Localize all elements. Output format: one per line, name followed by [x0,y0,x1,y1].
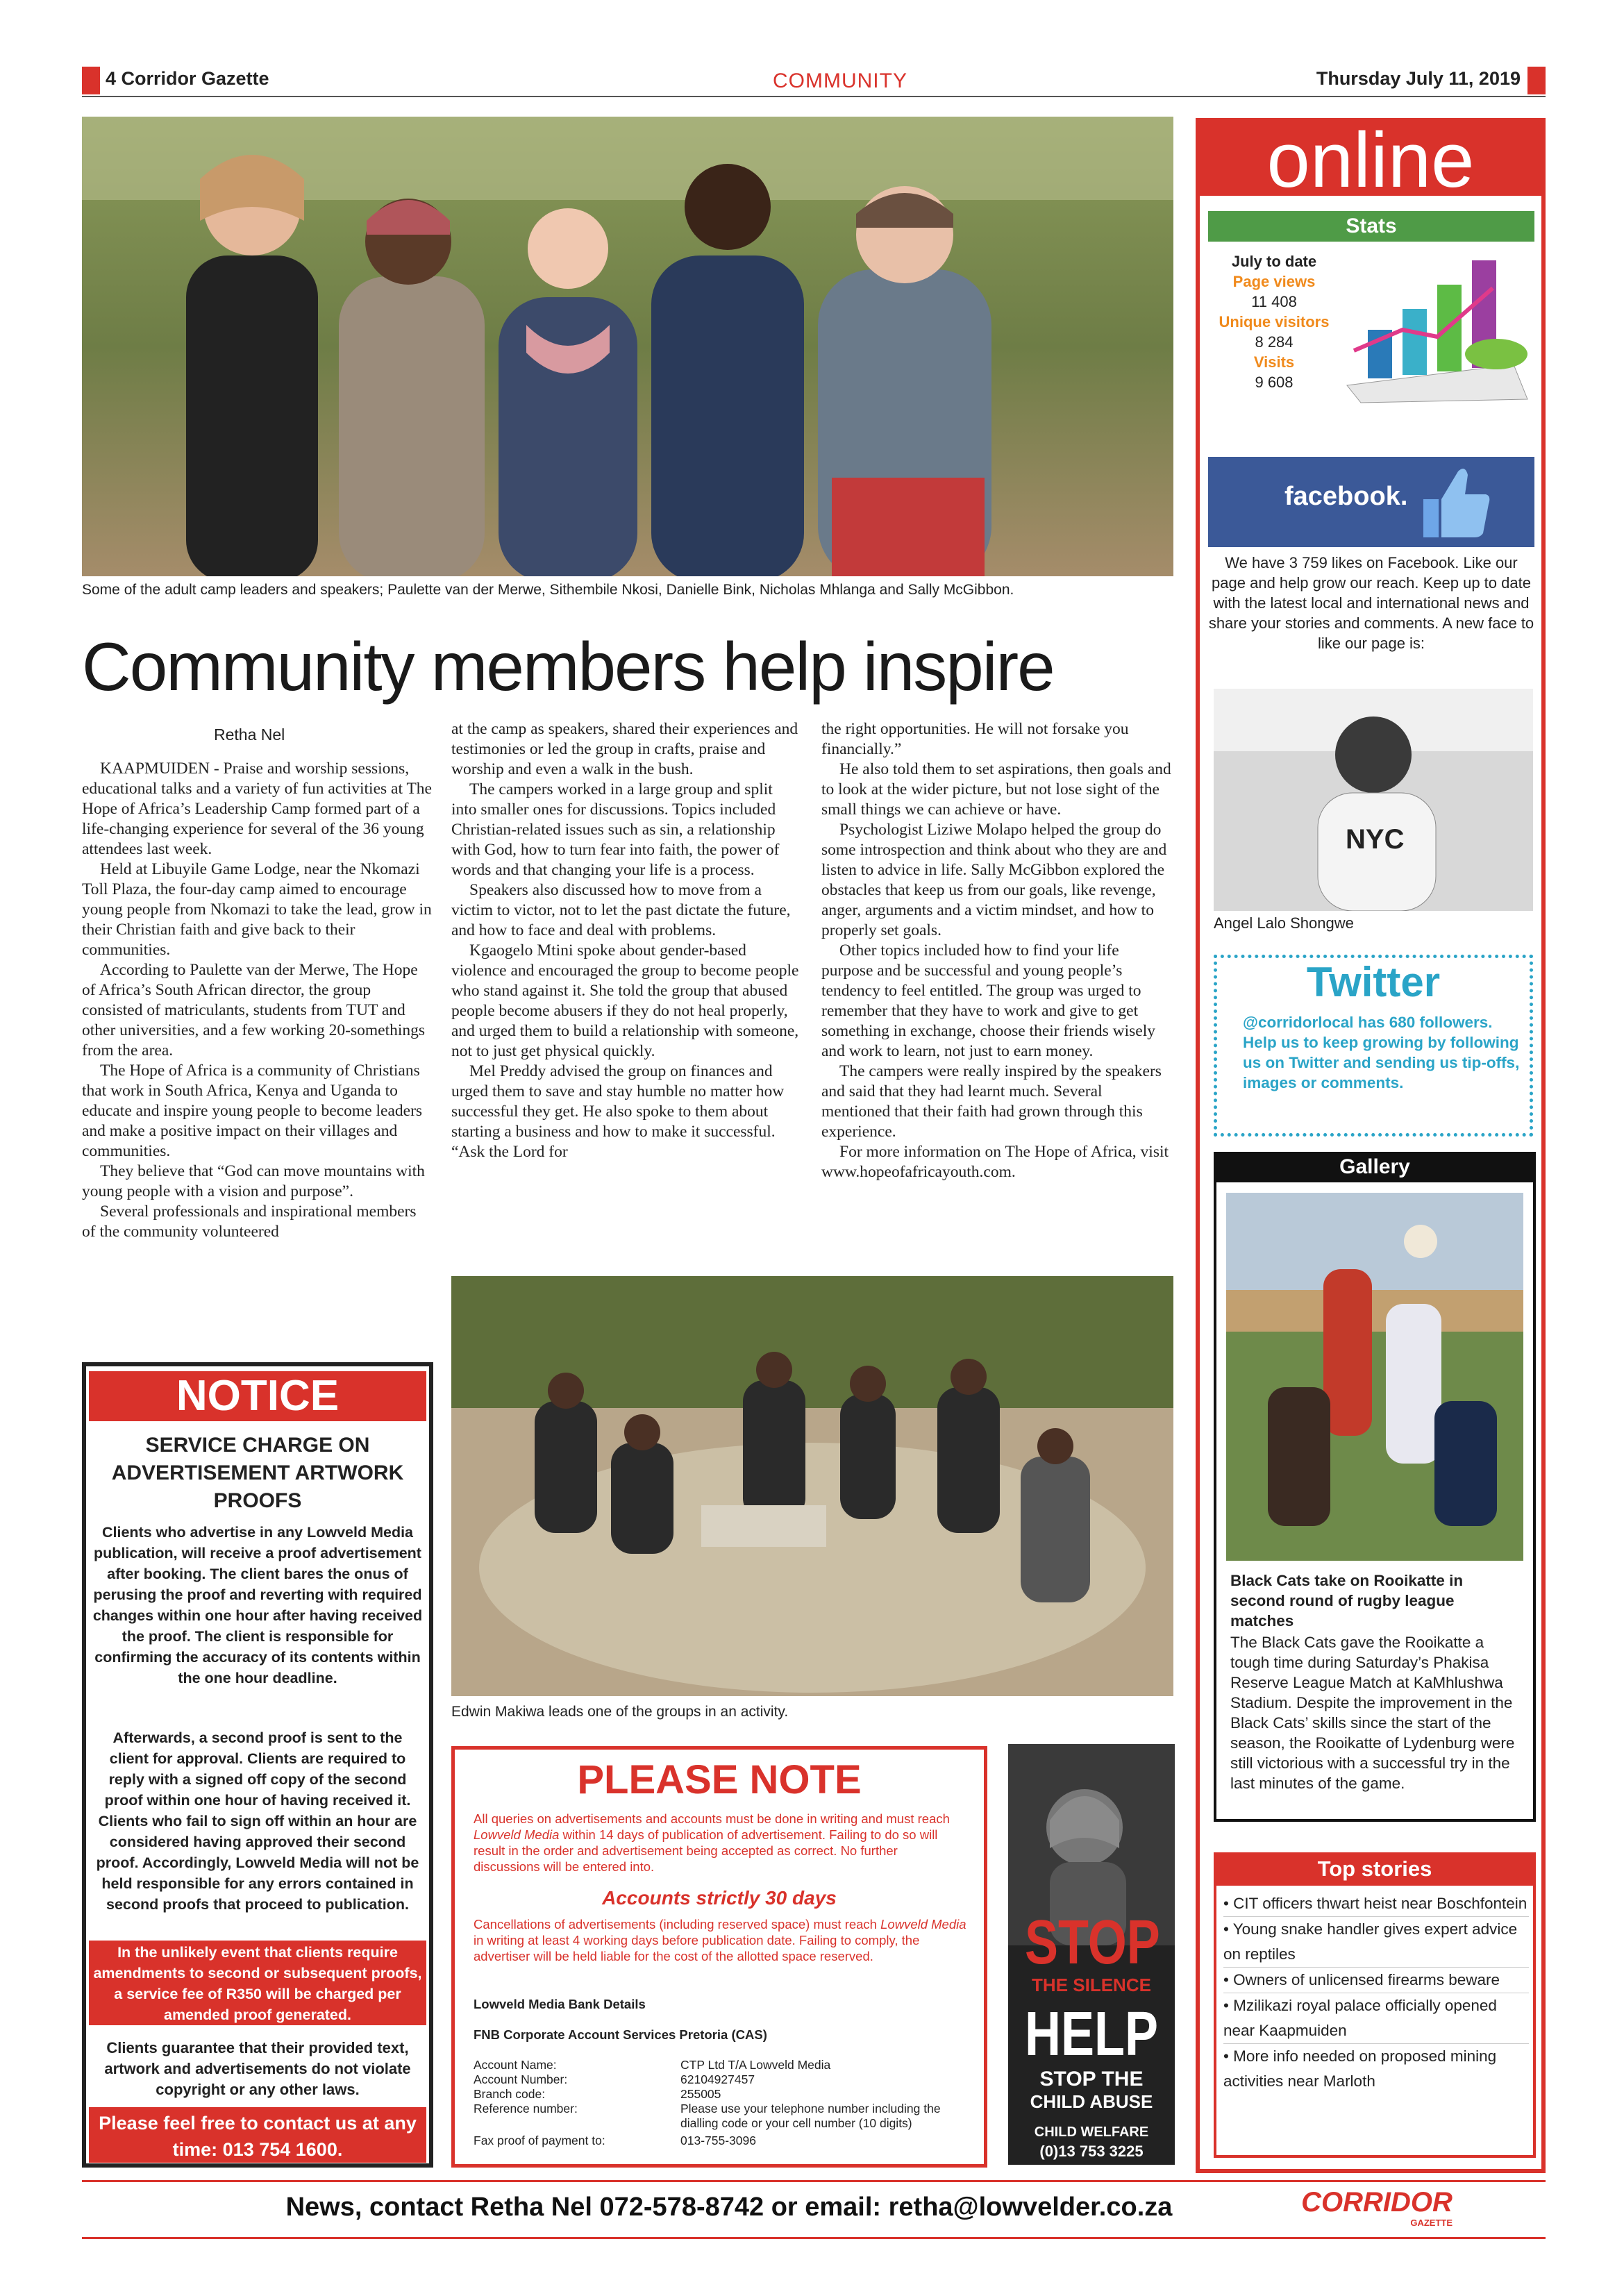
top-story-link[interactable]: • Owners of unlicensed firearms beware [1223,1968,1529,1993]
stats-period: July to date [1231,253,1317,270]
article-column-3 [821,719,1172,1182]
camp-leaders-illustration [82,117,1173,576]
top-story-link[interactable]: • CIT officers thwart heist near Boschfontein [1223,1891,1529,1917]
facebook-logo: facebook. [1284,482,1408,511]
paragraph: The campers were really inspired by the speakers and said that they had learnt much. Several mentioned that their faith had grown through this experience. [821,1062,1162,1141]
bank-row: Account Number: 62104927457 [474,2072,755,2086]
notice-paragraph-2: Afterwards, a second proof is sent to the client for approval. Clients are required to reply with a signed off copy of the second proof within one hour of having received it. Clients who fail to sign off within an hour are considered having approved their second proof. Accordingly, Lowveld Media will not be held responsible for any errors contained in second proofs that proceed to publication. [96,1729,419,1913]
paragraph: They believe that “God can move mountains with young people with a vision and purpose”. [82,1162,425,1200]
stats-heading: Stats [1208,211,1534,242]
paragraph: at the camp as speakers, shared their experiences and testimonies or led the group in crafts, praise and worship and even a walk in the bush. [451,720,798,778]
paragraph: Held at Libuyile Game Lodge, near the Nkomazi Toll Plaza, the four-day camp aimed to encourage young people from Nkomazi to take the lead, grow in their Christian faith and give back to their communities. [82,860,432,959]
paragraph: Mel Preddy advised the group on finances and urged them to save and stay humble no matter how successful they get. He also spoke to them about starting a business and how to make it successful. “Ask the Lord for [451,1062,785,1161]
portrait-illustration [1214,689,1533,911]
paragraph: He also told them to set aspirations, then goals and to look at the wider picture, but not lose sight of the small things we can achieve or have. [821,760,1171,819]
corridor-gazette-logo: CORRIDOR GAZETTE [1301,2187,1453,2228]
header-left-marker [82,67,100,94]
help-word: HELP [1025,2000,1159,2069]
footer-rule-top [82,2180,1546,2182]
footer-contact: News, contact Retha Nel 072-578-8742 or email: retha@lowvelder.co.za [285,2193,1173,2222]
paragraph: Psychologist Liziwe Molapo helped the group do some introspection and think about who they are and listen to advice in life. Sally McGibbon explored the obstacles that keep us from our goals, like revenge, anger, arguments and a victim mindset, and how to properly set goals. [821,821,1167,939]
the-silence: THE SILENCE [1032,1975,1151,1995]
gallery-heading: Gallery [1214,1152,1536,1182]
unique-visitors-value: 8 284 [1255,333,1294,351]
facebook-text: We have 3 759 likes on Facebook. Like our page and help grow our reach. Keep up to date with the latest local and international news and share your stories and comments. A new face to like our page is: [1208,554,1534,652]
article-headline: Community members help inspire [82,628,1054,705]
bank-row: Branch code: 255005 [474,2087,721,2101]
bank-row: Fax proof of payment to: 013-755-3096 [474,2134,756,2147]
group-activity-photo [451,1276,1173,1696]
paragraph: The campers worked in a large group and split into smaller ones for discussions. Topics included Christian-related issues such as sin, a relationship with God, how to turn fear into faith, the power of words and that changing your life is a process. [451,780,780,879]
page-views-label: Page views [1232,273,1316,290]
top-stories-heading: Top stories [1214,1852,1536,1886]
stats-chart-icon [1340,246,1534,406]
gallery-headline: Black Cats take on Rooikatte in second round of rugby league matches [1230,1572,1464,1629]
paragraph: For more information on The Hope of Africa, visit www.hopeofafricayouth.com. [821,1143,1169,1181]
paragraph: The Hope of Africa is a community of Christians that work in South Africa, Kenya and Uganda to educate and inspire young people to become leaders and make a positive impact on their villages and communities. [82,1062,423,1160]
bank-row: Account Name: CTP Ltd T/A Lowveld Media [474,2058,831,2072]
rugby-lineout-illustration [1226,1193,1523,1561]
unique-visitors-label: Unique visitors [1219,313,1330,330]
svg-text:NYC: NYC [1346,824,1405,855]
paragraph: Speakers also discussed how to move from a victim to victor, not to let the past dictate the future, and how to face and deal with problems. [451,881,791,939]
stop-abuse-ad [1008,1744,1175,2165]
paragraph: Several professionals and inspirational members of the community volunteered [82,1203,417,1241]
stop-word: STOP [1025,1908,1160,1977]
top-story-link[interactable]: • More info needed on proposed mining activities near Marloth [1223,2047,1497,2090]
issue-date: Thursday July 11, 2019 [1316,68,1521,89]
top-stories-list [1223,1891,1529,2094]
please-note-paragraph-1: All queries on advertisements and accounts must be done in writing and must reach Lowveld Media within 14 days of publication of advertisement. Failing to do so will result in the order and advertisement being accepted as correct. No further discussions will be entered into. [474,1811,950,1874]
bank-name: FNB Corporate Account Services Pretoria (CAS) [474,2027,767,2042]
camp-leaders-photo [82,117,1173,576]
bank-row: Reference number: Please use your telephone number including the dialling code or your cell number (10 digits) [474,2102,941,2130]
paragraph: According to Paulette van der Merwe, The Hope of Africa’s South African director, the group consisted of matriculants, students from TUT and other universities, and a few working 20-somethings from the area. [82,961,426,1059]
bank-details-heading: Lowveld Media Bank Details [474,1997,646,2011]
notice-title: NOTICE [89,1371,426,1421]
twitter-text: @corridorlocal has 680 followers. Help us to keep growing by following us on Twitter and sending us tip-offs, images or comments. [1243,1014,1520,1091]
new-face-photo [1214,689,1533,911]
section-label: COMMUNITY [773,69,907,92]
facebook-banner[interactable] [1208,457,1534,547]
article-byline: Retha Nel [214,726,285,744]
page-number-label: 4 Corridor Gazette [106,68,269,89]
paragraph: KAAPMUIDEN - Praise and worship sessions, educational talks and a variety of fun activities at The Hope of Africa’s Leadership Camp formed part of a life-changing experience for several of the 36 young attendees last week. [82,760,432,858]
page-views-value: 11 408 [1251,293,1297,310]
online-heading: online [1200,122,1541,196]
thumbs-up-icon [1416,461,1493,544]
gallery-rugby-photo [1226,1193,1523,1561]
accounts-subtitle: Accounts strictly 30 days [602,1887,837,1909]
please-note-paragraph-2: Cancellations of advertisements (including reserved space) must reach Lowveld Media in writing at least 4 working days before publication date. Failing to comply, the advertiser will be held liable for the cost of the allotted space reserved. [474,1917,966,1963]
group-activity-illustration [451,1276,1173,1696]
child-abuse: CHILD ABUSE [1030,2091,1153,2112]
notice-paragraph-3: Clients guarantee that their provided text, artwork and advertisements do not violate copyright or any other laws. [104,2039,411,2098]
paragraph: Other topics included how to find your life purpose and be successful and young people’s tendency to feel entitled. The group was urged to remember that they have to work and give to get something in exchange, choose their friends wisely and work to learn, not just to earn money. [821,941,1155,1060]
top-story-link[interactable]: • Mzilikazi royal palace officially opened near Kaapmuiden [1223,1993,1529,2044]
footer-rule-bottom [82,2237,1546,2239]
bottom-photo-caption: Edwin Makiwa leads one of the groups in an activity. [451,1704,789,1720]
child-welfare: CHILD WELFARE [1034,2125,1149,2140]
header-right-marker [1527,67,1546,94]
visits-value: 9 608 [1255,374,1294,391]
welfare-phone: (0)13 753 3225 [1039,2143,1144,2160]
stop-the: STOP THE [1039,2068,1144,2090]
top-photo-caption: Some of the adult camp leaders and speakers; Paulette van der Merwe, Sithembile Nkosi, Danielle Bink, Nicholas Mhlanga and Sally McGibbon. [82,582,1014,598]
notice-fee-warning: In the unlikely event that clients require amendments to second or subsequent proofs, a service fee of R350 will be charged per amended proof generated. [89,1941,426,2025]
notice-contact: Please feel free to contact us at any time: 013 754 1600. [89,2107,426,2163]
paragraph: Kgaogelo Mtini spoke about gender-based violence and encouraged the group to become people who stand against it. She told the group that abused people become abusers if they do not heal properly, and urged them to build a relationship with someone, not to just get physical quickly. [451,941,799,1060]
visits-label: Visits [1253,353,1295,371]
new-face-caption: Angel Lalo Shongwe [1214,914,1354,932]
please-note-title: PLEASE NOTE [577,1757,862,1802]
notice-subtitle: SERVICE CHARGE ON ADVERTISEMENT ARTWORK PROOFS [111,1434,404,1512]
article-column-2 [451,719,802,1162]
top-story-link[interactable]: • Young snake handler gives expert advice on reptiles [1223,1917,1529,1968]
gallery-text: The Black Cats gave the Rooikatte a tough time during Saturday’s Phakisa Reserve League Match at KaMhlushwa Stadium. Despite the improvement in the Black Cats’ skills since the start of the season, the Rooikatte of Lydenburg were still victorious with a successful try in the last minutes of the game. [1230,1634,1515,1792]
paragraph: the right opportunities. He will not forsake you financially.” [821,720,1129,758]
notice-paragraph-1: Clients who advertise in any Lowveld Media publication, will receive a proof advertisement after booking. The client bares the onus of perusing the proof and reverting with required changes within one hour after having received the proof. The client is responsible for confirming the accuracy of its contents within the one hour deadline. [92,1524,423,1686]
article-column-1 [82,759,433,1242]
twitter-title: Twitter [1306,959,1441,1005]
bank-details-table [474,2058,973,2148]
header-rule [82,96,1546,97]
